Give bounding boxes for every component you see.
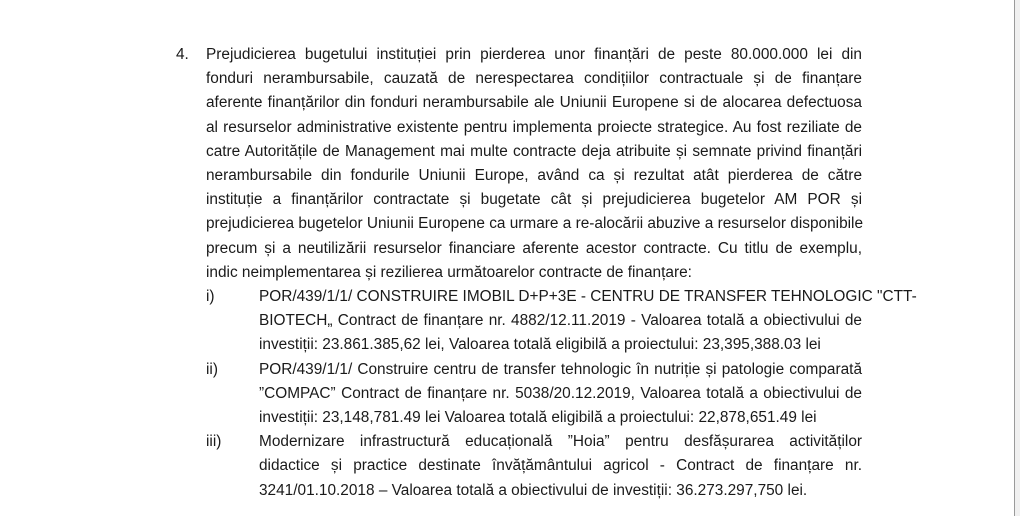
contract-line: investiții: 23.861.385,62 lei, Valoarea totală eligibilă a proiectului: 23,395,388.03 lei: [259, 336, 821, 354]
contract-item-iii: [206, 430, 862, 503]
paragraph-line: instituție a finanțărilor contractate și bugetate cât și prejudicierea bugetelor AM POR și: [206, 191, 862, 209]
contract-line: BIOTECH„ Contract de finanțare nr. 4882/12.11.2019 - Valoarea totală a obiectivului de: [259, 312, 862, 330]
contract-line: POR/439/1/1/ CONSTRUIRE IMOBIL D+P+3E - CENTRU DE TRANSFER TEHNOLOGIC "CTT-: [259, 288, 917, 306]
paragraph-line: precum și a neutilizării resurselor financiare aferente acestor contracte. Cu titlu de exemplu,: [206, 239, 862, 257]
contract-line: 3241/01.10.2018 – Valoarea totală a obiectivului de investiții: 36.273.297,750 lei.: [259, 481, 808, 499]
list-item-4: [176, 43, 917, 503]
contract-line: POR/439/1/1/ Construire centru de transfer tehnologic în nutriție și patologie comparată: [259, 360, 862, 378]
page-gutter: [1015, 0, 1020, 516]
contract-line: Modernizare infrastructură educațională ”Hoia” pentru desfășurarea activităților: [259, 433, 862, 451]
paragraph-line: prejudicierea bugetelor Uniunii Europene ca urmare a re-alocării abuzive a resurselor disponibile: [206, 215, 864, 233]
paragraph-line: fonduri nerambursabile, cauzată de nerespectarea condițiilor contractuale și de finanțare: [206, 70, 862, 88]
contract-number: ii): [206, 360, 218, 378]
list-item-number: 4.: [176, 46, 189, 63]
contract-number: iii): [206, 433, 222, 451]
paragraph-line: catre Autoritățile de Management mai multe contracte deja atribuite și semnate privind finanțări: [206, 142, 862, 160]
document-page: [0, 43, 1014, 503]
contract-number: i): [206, 288, 215, 306]
contract-line: ”COMPAC” Contract de finanțare nr. 5038/20.12.2019, Valoarea totală a obiectivului de: [259, 384, 862, 402]
contract-item-i: [206, 285, 917, 358]
paragraph-line: al resurselor administrative existente pentru implementa proiecte strategice. Au fost reziliate de: [206, 118, 862, 136]
contract-line: investiții: 23,148,781.49 lei Valoarea totală eligibilă a proiectului: 22,878,651.49 lei: [259, 409, 817, 427]
paragraph-line: indic neimplementarea și rezilierea următoarelor contracte de finanțare:: [206, 263, 692, 281]
paragraph-line: Prejudicierea bugetului instituției prin pierderea unor finanțări de peste 80.000.000 lei din: [206, 46, 862, 63]
contract-line: didactice și practice destinate învățământului agricol - Contract de finanțare nr.: [259, 457, 862, 475]
paragraph-line: nerambursabile din fondurile Uniunii Europe, având ca și rezultat atât pierderea de către: [206, 167, 862, 185]
contract-item-ii: [206, 358, 862, 431]
paragraph-line: aferente finanțărilor din fonduri nerambursabile ale Uniunii Europene si de alocarea defectuosa: [206, 94, 862, 112]
